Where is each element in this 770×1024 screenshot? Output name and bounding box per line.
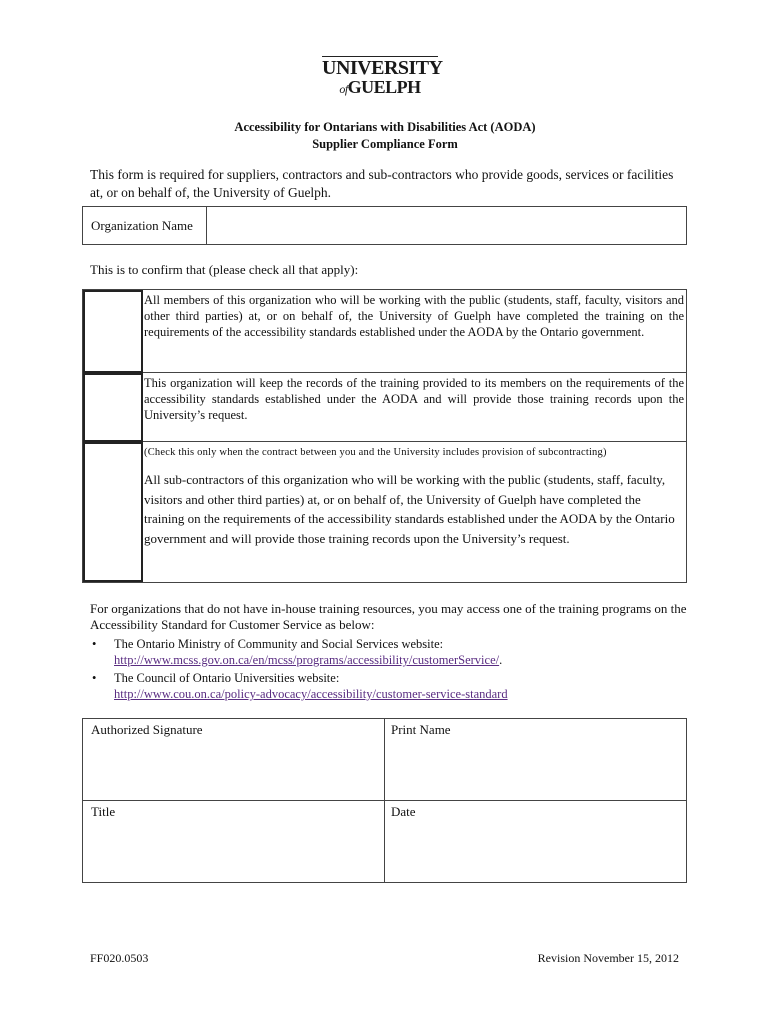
authorized-signature-field[interactable] [83,719,384,800]
university-logo [322,56,443,97]
title-field[interactable] [83,801,384,882]
organization-name-label: Organization Name [91,218,193,233]
bullet: • [92,637,97,651]
option-1-checkbox[interactable] [83,290,143,373]
compliance-options-table [82,289,687,583]
print-name-label: Print Name [391,722,451,737]
resource-item [90,636,688,668]
resource-label: The Ontario Ministry of Community and Social Services website: [114,637,444,651]
divider [206,207,207,244]
resource-item [90,670,688,702]
option-1-text: All members of this organization who will be working with the public (students, staff, faculty, visitors and other third parties) at, or on behalf of, the University of Guelph have completed the training on the requirements of the accessibility standards established under the AODA by the Ontario government. [144,293,684,339]
signature-table [82,718,687,883]
date-field[interactable] [385,801,686,882]
title-label: Title [91,804,116,819]
logo-of: of [339,82,348,96]
form-code: FF020.0503 [90,951,149,965]
logo-line-1: UNIVERSITY [322,57,443,79]
option-2-text: This organization will keep the records of the training provided to its members on the requirements of the accessibility standards established under the AODA and will provide those training records upon the University’s request. [144,376,684,422]
organization-name-row [82,206,687,245]
mcss-link[interactable]: http://www.mcss.gov.on.ca/en/mcss/programs/accessibility/customerService/ [114,653,500,667]
link-suffix: . [499,653,503,667]
confirm-instruction: This is to confirm that (please check all that apply): [90,262,359,277]
intro-paragraph: This form is required for suppliers, contractors and sub-contractors who provide goods, services or facilities at, or on behalf of, the University of Guelph. [90,167,674,200]
date-label: Date [391,804,416,819]
authorized-signature-label: Authorized Signature [91,722,203,737]
option-2-checkbox[interactable] [83,373,143,442]
form-subtitle: Supplier Compliance Form [312,137,458,151]
print-name-field[interactable] [385,719,686,800]
option-3-note: (Check this only when the contract between you and the University includes provision of subcontracting) [144,447,607,458]
logo-line-2 [322,78,438,98]
logo-guelph: GUELPH [347,77,421,97]
resources-intro: For organizations that do not have in-house training resources, you may access one of the training programs on the Accessibility Standard for Customer Service as below: [90,601,687,632]
form-title: Accessibility for Ontarians with Disabilities Act (AODA) [234,120,536,134]
option-3-text: All sub-contractors of this organization who will be working with the public (students, staff, faculty, visitors and other third parties) at, or on behalf of, the University of Guelph have completed the training on the requirements of the accessibility standards established under the AODA by the Ontario government and will provide those training records upon the University’s request. [144,472,675,546]
resource-label: The Council of Ontario Universities website: [114,671,340,685]
revision-date: Revision November 15, 2012 [537,951,679,965]
resource-list [90,636,688,704]
bullet: • [92,671,97,685]
option-3-checkbox[interactable] [83,442,143,582]
organization-name-input[interactable] [208,207,685,244]
cou-link[interactable]: http://www.cou.on.ca/policy-advocacy/accessibility/customer-service-standard [114,687,508,701]
divider [142,441,686,442]
divider [142,372,686,373]
